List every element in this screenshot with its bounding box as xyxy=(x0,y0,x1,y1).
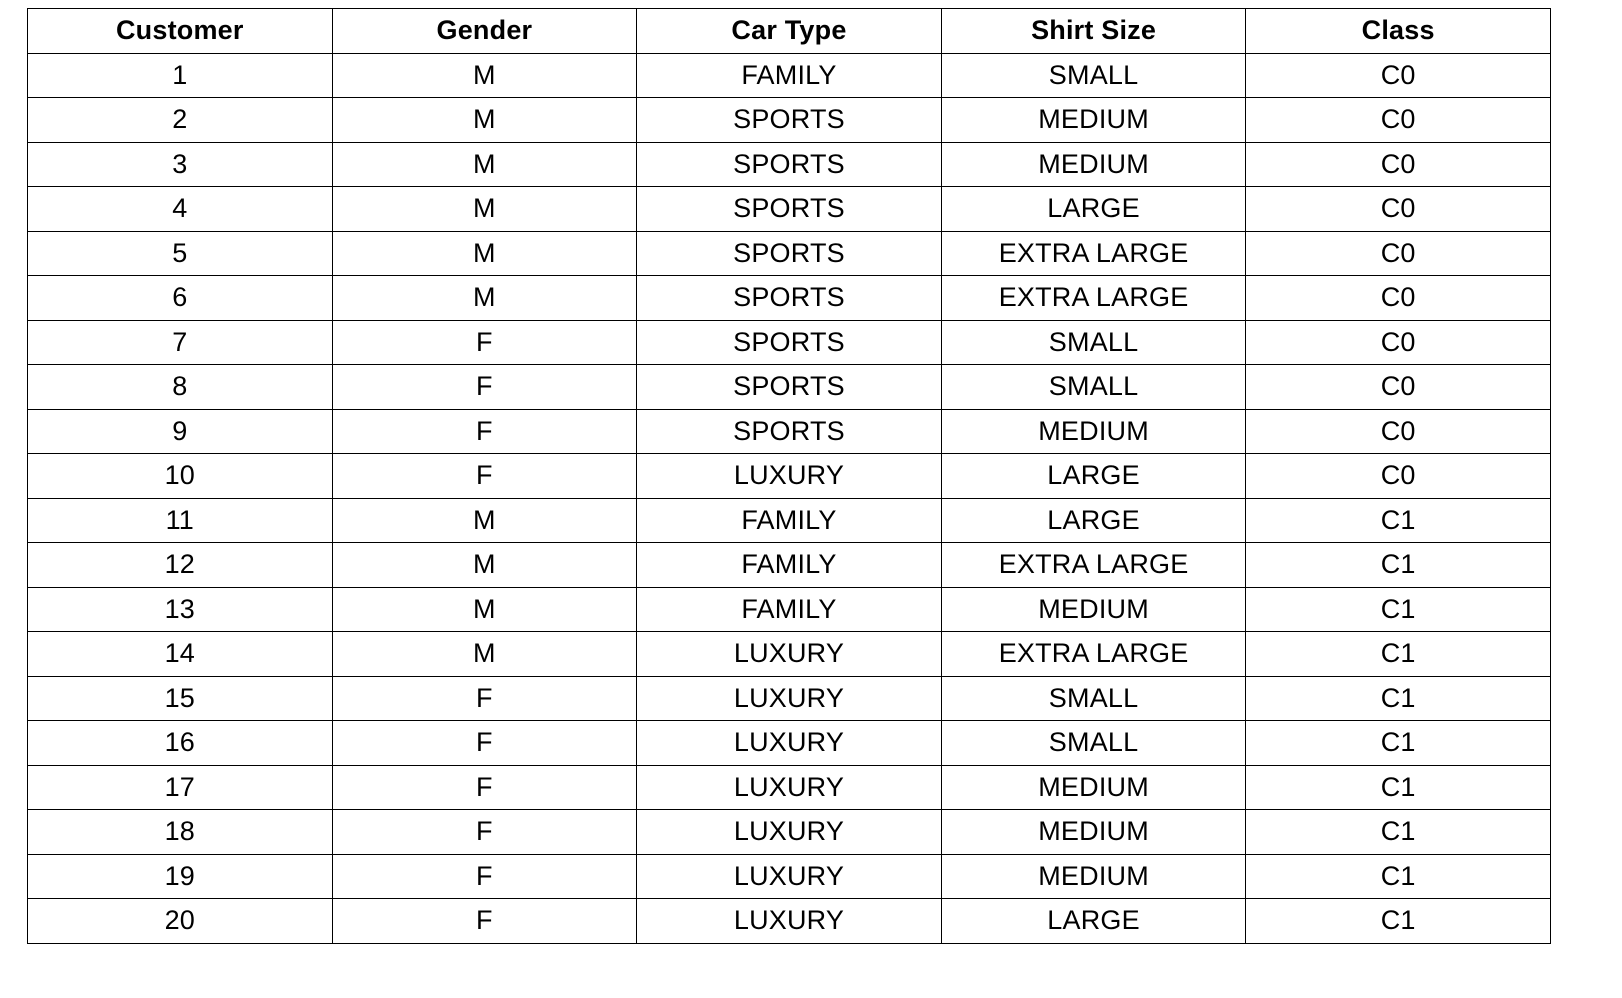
cell-class: C1 xyxy=(1246,543,1551,588)
table-row xyxy=(28,676,1551,721)
cell-shirt-size: MEDIUM xyxy=(941,409,1246,454)
cell-class: C0 xyxy=(1246,409,1551,454)
cell-customer: 12 xyxy=(28,543,333,588)
cell-car-type: LUXURY xyxy=(637,899,942,944)
cell-class: C1 xyxy=(1246,498,1551,543)
cell-customer: 16 xyxy=(28,721,333,766)
table-row xyxy=(28,854,1551,899)
cell-class: C1 xyxy=(1246,632,1551,677)
cell-customer: 5 xyxy=(28,231,333,276)
cell-class: C1 xyxy=(1246,765,1551,810)
cell-class: C0 xyxy=(1246,454,1551,499)
cell-car-type: FAMILY xyxy=(637,587,942,632)
cell-gender: F xyxy=(332,409,637,454)
cell-car-type: SPORTS xyxy=(637,98,942,143)
cell-class: C1 xyxy=(1246,587,1551,632)
cell-shirt-size: EXTRA LARGE xyxy=(941,543,1246,588)
column-header-class: Class xyxy=(1246,9,1551,54)
table-row xyxy=(28,142,1551,187)
table-body xyxy=(28,53,1551,943)
cell-gender: F xyxy=(332,454,637,499)
cell-customer: 8 xyxy=(28,365,333,410)
customer-table xyxy=(27,8,1551,944)
cell-class: C0 xyxy=(1246,231,1551,276)
cell-customer: 13 xyxy=(28,587,333,632)
table-row xyxy=(28,543,1551,588)
cell-customer: 17 xyxy=(28,765,333,810)
cell-gender: M xyxy=(332,142,637,187)
cell-gender: M xyxy=(332,231,637,276)
cell-car-type: FAMILY xyxy=(637,498,942,543)
table-row xyxy=(28,365,1551,410)
cell-car-type: LUXURY xyxy=(637,810,942,855)
cell-shirt-size: MEDIUM xyxy=(941,587,1246,632)
cell-car-type: FAMILY xyxy=(637,543,942,588)
cell-customer: 7 xyxy=(28,320,333,365)
cell-class: C0 xyxy=(1246,142,1551,187)
cell-class: C1 xyxy=(1246,854,1551,899)
cell-gender: M xyxy=(332,632,637,677)
cell-customer: 15 xyxy=(28,676,333,721)
cell-customer: 4 xyxy=(28,187,333,232)
cell-customer: 6 xyxy=(28,276,333,321)
cell-car-type: LUXURY xyxy=(637,765,942,810)
cell-shirt-size: MEDIUM xyxy=(941,854,1246,899)
cell-class: C0 xyxy=(1246,53,1551,98)
table-header xyxy=(28,9,1551,54)
column-header-customer: Customer xyxy=(28,9,333,54)
cell-gender: M xyxy=(332,187,637,232)
cell-customer: 18 xyxy=(28,810,333,855)
cell-shirt-size: EXTRA LARGE xyxy=(941,231,1246,276)
cell-class: C0 xyxy=(1246,187,1551,232)
table-row xyxy=(28,454,1551,499)
cell-class: C1 xyxy=(1246,899,1551,944)
cell-shirt-size: LARGE xyxy=(941,454,1246,499)
cell-car-type: SPORTS xyxy=(637,365,942,410)
cell-shirt-size: SMALL xyxy=(941,721,1246,766)
cell-customer: 9 xyxy=(28,409,333,454)
cell-gender: M xyxy=(332,587,637,632)
cell-shirt-size: SMALL xyxy=(941,676,1246,721)
cell-shirt-size: LARGE xyxy=(941,187,1246,232)
cell-gender: M xyxy=(332,498,637,543)
cell-car-type: SPORTS xyxy=(637,187,942,232)
cell-shirt-size: MEDIUM xyxy=(941,142,1246,187)
cell-customer: 19 xyxy=(28,854,333,899)
table-row xyxy=(28,53,1551,98)
cell-car-type: SPORTS xyxy=(637,142,942,187)
cell-car-type: SPORTS xyxy=(637,231,942,276)
cell-customer: 1 xyxy=(28,53,333,98)
cell-car-type: SPORTS xyxy=(637,276,942,321)
cell-customer: 2 xyxy=(28,98,333,143)
cell-gender: F xyxy=(332,899,637,944)
table-row xyxy=(28,810,1551,855)
cell-gender: F xyxy=(332,320,637,365)
cell-gender: M xyxy=(332,98,637,143)
cell-shirt-size: SMALL xyxy=(941,320,1246,365)
header-row xyxy=(28,9,1551,54)
cell-class: C1 xyxy=(1246,810,1551,855)
cell-customer: 3 xyxy=(28,142,333,187)
table-row xyxy=(28,587,1551,632)
cell-car-type: LUXURY xyxy=(637,632,942,677)
cell-car-type: LUXURY xyxy=(637,854,942,899)
cell-gender: M xyxy=(332,543,637,588)
cell-car-type: SPORTS xyxy=(637,409,942,454)
cell-customer: 11 xyxy=(28,498,333,543)
cell-customer: 14 xyxy=(28,632,333,677)
table-row xyxy=(28,320,1551,365)
cell-class: C1 xyxy=(1246,676,1551,721)
cell-class: C0 xyxy=(1246,320,1551,365)
cell-gender: F xyxy=(332,676,637,721)
cell-car-type: FAMILY xyxy=(637,53,942,98)
cell-shirt-size: MEDIUM xyxy=(941,765,1246,810)
cell-gender: F xyxy=(332,810,637,855)
table-row xyxy=(28,231,1551,276)
table-row xyxy=(28,276,1551,321)
cell-class: C1 xyxy=(1246,721,1551,766)
cell-gender: F xyxy=(332,365,637,410)
cell-car-type: LUXURY xyxy=(637,676,942,721)
cell-shirt-size: SMALL xyxy=(941,365,1246,410)
cell-car-type: LUXURY xyxy=(637,454,942,499)
table-row xyxy=(28,721,1551,766)
cell-shirt-size: MEDIUM xyxy=(941,98,1246,143)
table-row xyxy=(28,632,1551,677)
cell-customer: 10 xyxy=(28,454,333,499)
cell-class: C0 xyxy=(1246,365,1551,410)
cell-shirt-size: EXTRA LARGE xyxy=(941,276,1246,321)
cell-gender: M xyxy=(332,276,637,321)
cell-shirt-size: LARGE xyxy=(941,498,1246,543)
cell-gender: F xyxy=(332,765,637,810)
cell-class: C0 xyxy=(1246,276,1551,321)
cell-class: C0 xyxy=(1246,98,1551,143)
column-header-gender: Gender xyxy=(332,9,637,54)
table-row xyxy=(28,98,1551,143)
column-header-shirt-size: Shirt Size xyxy=(941,9,1246,54)
table-row xyxy=(28,498,1551,543)
cell-gender: F xyxy=(332,721,637,766)
cell-customer: 20 xyxy=(28,899,333,944)
table-row xyxy=(28,765,1551,810)
cell-car-type: LUXURY xyxy=(637,721,942,766)
cell-shirt-size: MEDIUM xyxy=(941,810,1246,855)
table-row xyxy=(28,409,1551,454)
cell-gender: F xyxy=(332,854,637,899)
cell-shirt-size: EXTRA LARGE xyxy=(941,632,1246,677)
cell-car-type: SPORTS xyxy=(637,320,942,365)
table-row xyxy=(28,187,1551,232)
column-header-car-type: Car Type xyxy=(637,9,942,54)
cell-gender: M xyxy=(332,53,637,98)
table-row xyxy=(28,899,1551,944)
cell-shirt-size: SMALL xyxy=(941,53,1246,98)
cell-shirt-size: LARGE xyxy=(941,899,1246,944)
